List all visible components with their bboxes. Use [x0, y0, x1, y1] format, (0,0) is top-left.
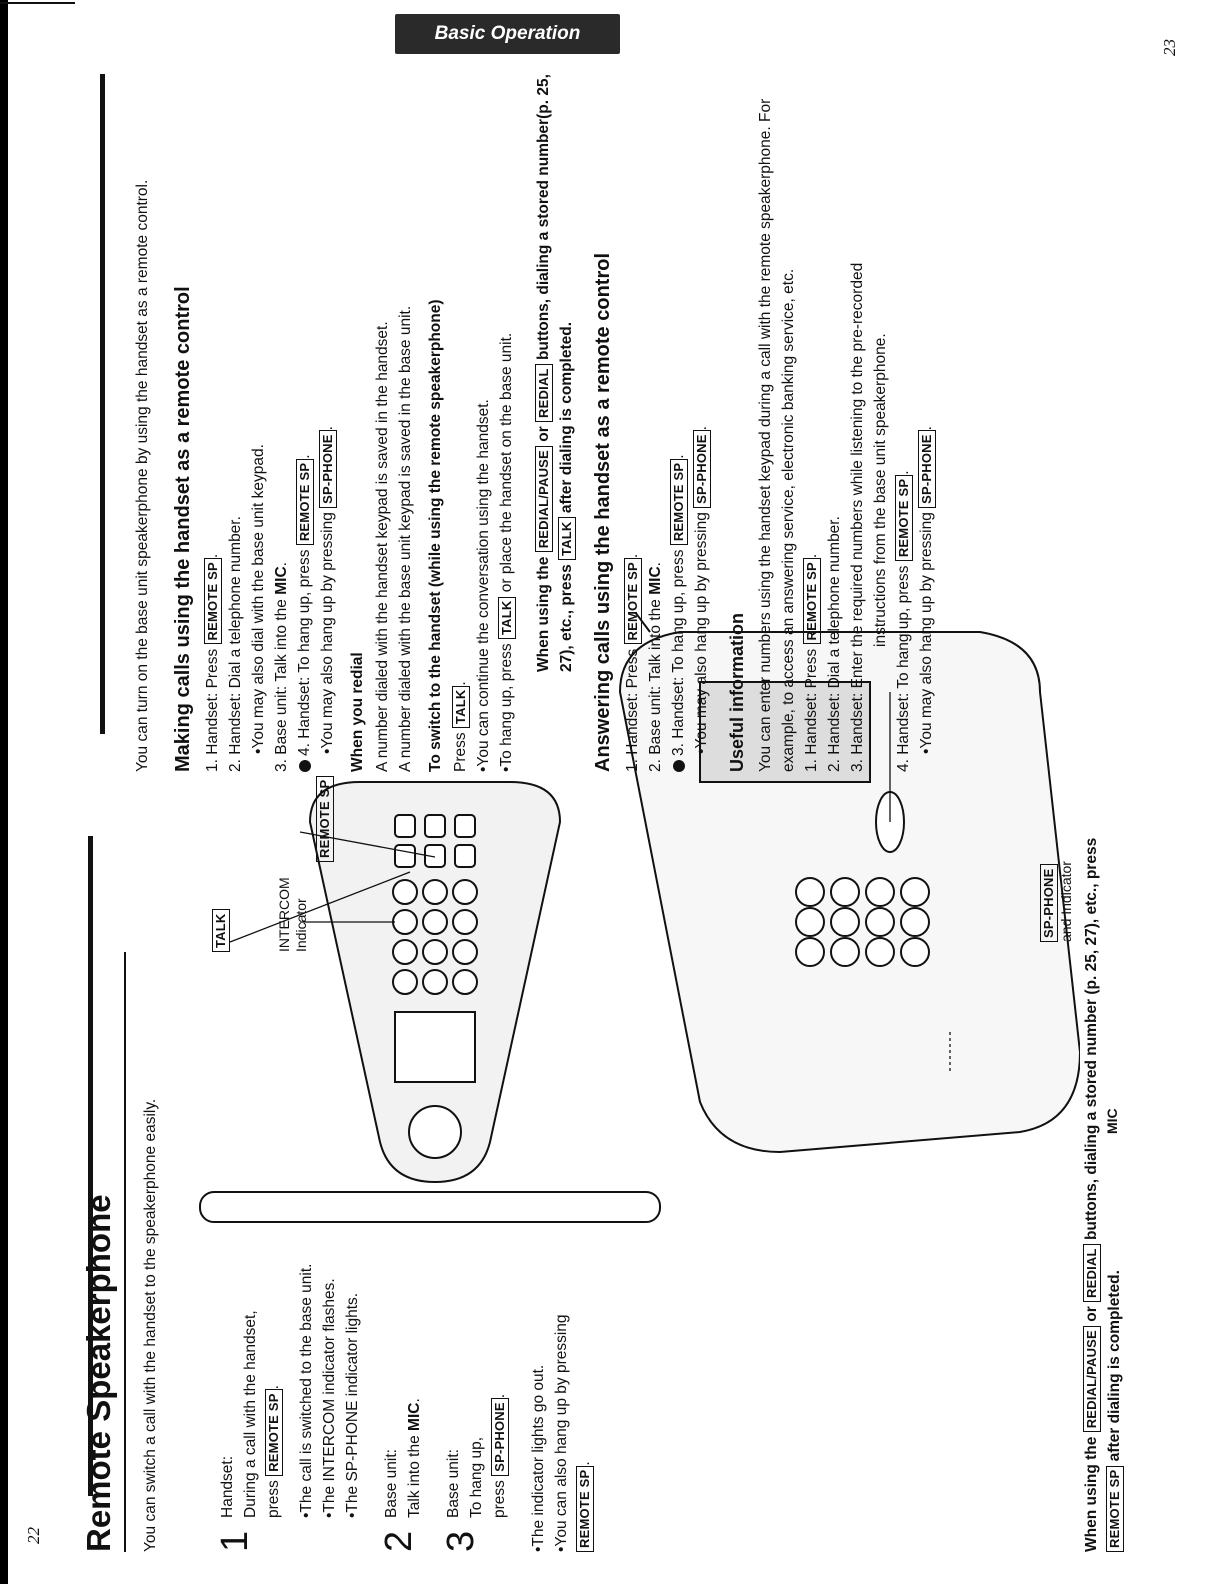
- sp-phone-key[interactable]: SP-PHONE: [693, 430, 711, 508]
- intercom-sub: Indicator: [293, 898, 309, 952]
- step-line: Handset:: [219, 1455, 236, 1518]
- answering-heading: Answering calls using the handset as a remote control: [592, 252, 614, 772]
- remote-sp-key[interactable]: REMOTE SP: [670, 459, 688, 545]
- right-intro: You can turn on the base unit speakerphone by using the handset as a remote control.: [134, 179, 151, 772]
- step-note: • The indicator lights go out.: [527, 1252, 550, 1552]
- remote-sp-key[interactable]: REMOTE SP: [204, 558, 222, 644]
- step-note: • The INTERCOM indicator flashes.: [318, 1264, 341, 1518]
- remote-sp-key[interactable]: REMOTE SP: [576, 1466, 594, 1552]
- step-number: 2: [378, 1530, 420, 1552]
- useful-step-3-cont: instructions from the base unit speakerphone.: [872, 333, 889, 647]
- redial-pause-key[interactable]: REDIAL/PAUSE: [1083, 1326, 1101, 1432]
- top-rule: [0, 2, 75, 4]
- remote-sp-key[interactable]: REMOTE SP: [803, 558, 821, 644]
- sp-phone-key[interactable]: SP-PHONE: [319, 430, 337, 508]
- left-footer-note: When using the REDIAL/PAUSE or REDIAL buttons, dialing a stored number (p. 25, 27), etc., press REMOTE SP after dialing is completed.: [1083, 837, 1123, 1552]
- step-3: 3 Base unit: To hang up, press SP-PHONE.: [442, 1252, 511, 1552]
- page-title: Remote Speakerphone: [80, 1194, 117, 1552]
- page-number-right: 23: [1160, 39, 1179, 56]
- remote-sp-key[interactable]: REMOTE SP: [624, 558, 642, 644]
- page-number-left: 22: [24, 1527, 43, 1544]
- sp-phone-key[interactable]: SP-PHONE: [1040, 864, 1058, 942]
- mic-bold: MIC: [647, 566, 664, 595]
- useful-body: You can enter numbers using the handset keypad during a call with the remote speakerphone. For example, to access an answering service, electronic banking service, etc.: [757, 98, 797, 772]
- redial-line: A number dialed with the handset keypad is saved in the handset.: [374, 321, 391, 772]
- step-note: • The call is switched to the base unit.: [295, 1264, 318, 1518]
- title-rule: [124, 952, 126, 1552]
- talk-key[interactable]: TALK: [558, 517, 576, 560]
- redial-pause-key[interactable]: REDIAL/PAUSE: [535, 446, 553, 552]
- intercom-label: INTERCOM: [276, 877, 292, 952]
- useful-heading: Useful information: [727, 612, 747, 772]
- redial-key[interactable]: REDIAL: [1083, 1244, 1101, 1302]
- step-number: 3: [440, 1530, 482, 1552]
- press-text: press: [491, 1480, 508, 1518]
- mic-label: MIC: [1104, 1108, 1120, 1134]
- redial-line: A number dialed with the base unit keypad is saved in the base unit.: [397, 305, 414, 772]
- also-note: You can also hang up by pressing: [553, 1314, 570, 1547]
- step-note: • The SP-PHONE indicator lights.: [341, 1264, 364, 1518]
- left-intro: You can switch a call with the handset to the speakerphone easily.: [142, 1098, 159, 1552]
- note-icon: [673, 760, 685, 772]
- mic-bold: MIC: [273, 566, 290, 595]
- press-text: press: [265, 1480, 282, 1518]
- switch-heading: To switch to the handset (while using the remote speakerphone): [427, 299, 444, 772]
- step-line: Base unit:: [383, 1449, 400, 1518]
- sp-phone-sub: and Indicator: [1058, 861, 1074, 942]
- step-line: To hang up,: [468, 1436, 485, 1518]
- step-2: 2 Base unit: Talk into the MIC.: [380, 1252, 426, 1552]
- redial-key[interactable]: REDIAL: [535, 364, 553, 422]
- remote-sp-key[interactable]: REMOTE SP: [296, 459, 314, 545]
- remote-sp-key[interactable]: REMOTE SP: [1106, 1466, 1124, 1552]
- useful-step-3: 3. Handset: Enter the required numbers while listening to the pre-recorded: [849, 262, 866, 772]
- talk-text: Talk into the: [406, 1435, 423, 1518]
- step-1: 1 Handset: During a call with the handset, press REMOTE SP. • The call is switched to the base unit. • The INTERCOM indicator flashes. • The SP-PHONE indicator lights.: [216, 1252, 364, 1552]
- left-page: Remote Speakerphone You can switch a call with the handset to the speakerphone easily. 1 Handset: During a call with the handset, press REMOTE SP. • The call is switched to the base unit. • The INTERCOM indicator flashes. • The SP-PHONE indicator lights. 2 Base unit: Talk into the MIC. 3 Base unit: To hang up, press SP-PHONE. • The indicator lights go out. • You can also hang up by pressing REMOTE SP. TALK INTERCOM Indicator REMOTE SP SP-PHONE and Indicator MIC When using the REDIAL/PAUSE or REDIAL buttons, dialing a stored number (p. 25, 27), etc., press REMOTE SP after dialing is completed.: [80, 112, 1180, 1552]
- note-icon: [299, 760, 311, 772]
- step-line: Base unit:: [445, 1449, 462, 1518]
- sp-phone-key[interactable]: SP-PHONE: [491, 1398, 509, 1476]
- step-number: 1: [214, 1530, 256, 1552]
- talk-key[interactable]: TALK: [452, 686, 470, 729]
- sp-phone-key[interactable]: SP-PHONE: [918, 430, 936, 508]
- section-badge: Basic Operation: [395, 14, 620, 54]
- talk-key[interactable]: TALK: [212, 910, 230, 953]
- remote-sp-key[interactable]: REMOTE SP: [895, 475, 913, 561]
- switch-note: • You can continue the conversation using the handset.: [472, 72, 495, 772]
- talk-key[interactable]: TALK: [498, 597, 516, 640]
- switch-footer: When using the REDIAL/PAUSE or REDIAL buttons, dialing a stored number(p. 25, 27), etc., press TALK after dialing is completed.: [535, 74, 575, 672]
- redial-heading: When you redial: [349, 652, 366, 772]
- making-step-2: 2. Handset: Dial a telephone number.: [227, 516, 244, 772]
- making-heading: Making calls using the handset as a remote control: [172, 286, 194, 772]
- mic-bold: MIC: [406, 1402, 423, 1431]
- useful-step-2: 2. Handset: Dial a telephone number.: [826, 516, 843, 772]
- page-spine: [0, 0, 8, 1584]
- right-page: You can turn on the base unit speakerphone by using the handset as a remote control. Making calls using the handset as a remote control 1. Handset: Press REMOTE SP. 2. Handset: Dial a telephone number. • You may also dial with the base unit keypad. 3. Base unit: Talk into the MIC. 4. Handset: To hang up, press REMOTE SP. • You may also hang up by pressing SP-PHONE. When you redial A number dialed with the handset keypad is saved in the handset. A number dialed with the base unit keypad is saved in the base unit. To switch to the handset (while using the remote speakerphone) Press TALK. • You can continue the conversation using the handset. • To hang up, press TALK or place the handset on the base unit. When using the REDIAL/PAUSE or REDIAL buttons, dialing a stored number(p. 25, 27), etc., press TALK after dialing is completed. Answering calls using the handset as a remote control 1. Handset: Press REMOTE SP. 2. Base unit: Talk into the MIC. 3. Handset: To hang up, press REMOTE SP. • You may also hang up by pressing SP-PHONE. Useful information You can enter numbers using the handset keypad during a call with the remote speakerphone. For example, to access an answering service, electronic banking service, etc. 1. Handset: Press REMOTE SP. 2. Handset: Dial a telephone number. 3. Handset: Enter the required numbers while listening to the pre-recorded instructions from the base unit speakerphone. 4. Handset: To hang up, press REMOTE SP. • You may also hang up by pressing SP-PHONE.: [92, 52, 1172, 772]
- remote-sp-key[interactable]: REMOTE SP: [316, 776, 334, 862]
- making-step-2-note: • You may also dial with the base unit keypad.: [247, 72, 270, 772]
- remote-sp-key[interactable]: REMOTE SP: [265, 1389, 283, 1475]
- step-line: During a call with the handset,: [242, 1310, 259, 1518]
